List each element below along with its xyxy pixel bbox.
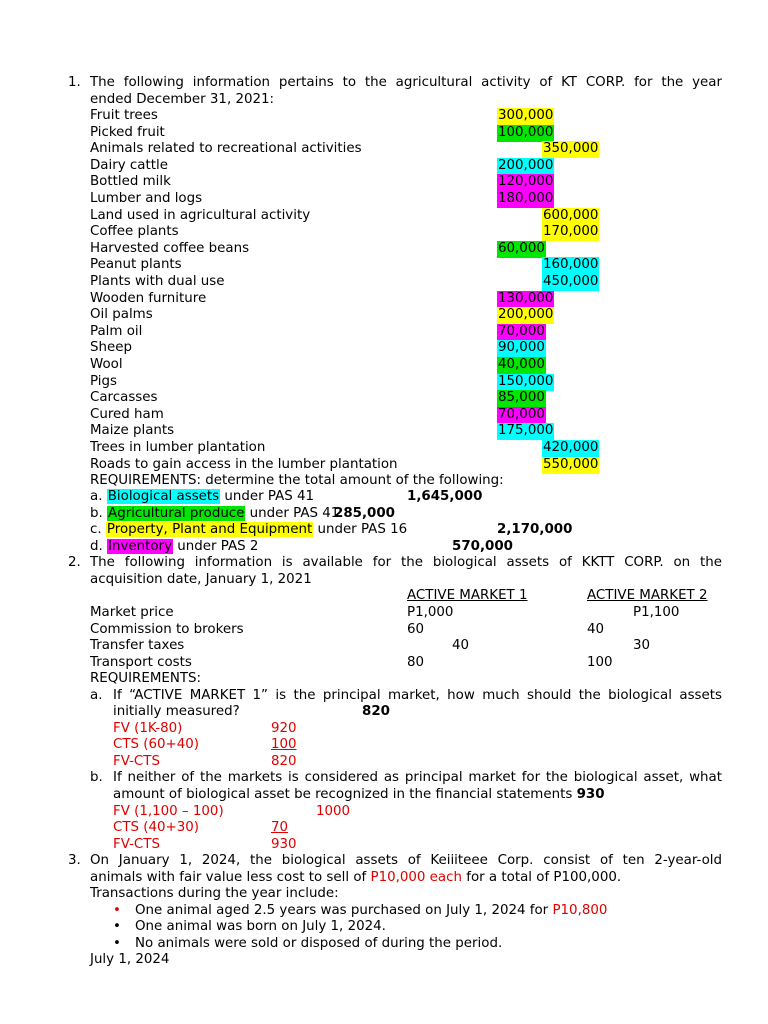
answer-letter: d. — [90, 539, 103, 554]
item-label: Wooden furniture — [90, 291, 207, 306]
bullet-icon: • — [113, 919, 121, 934]
item-amount-highlight: 90,000 — [498, 340, 545, 355]
item-amount-highlight: 180,000 — [498, 191, 554, 206]
item-amount-highlight: 200,000 — [498, 158, 554, 173]
q2-intro-line1: The following information is available for the biological assets of KKTT CORP. on the — [90, 555, 722, 570]
q3-line2-pre: animals with fair value less cost to sell of — [90, 870, 371, 885]
q2a-work-label: CTS (60+40) — [113, 737, 200, 752]
q2a-answer: 820 — [362, 704, 390, 719]
q2b-work-value: 1000 — [316, 804, 351, 819]
q3-line3: Transactions during the year include: — [90, 886, 339, 901]
q2-number: 2. — [68, 555, 81, 570]
answer-term-highlight: Property, Plant and Equipment — [106, 522, 313, 537]
q1-intro-line1: The following information pertains to the agricultural activity of KT CORP. for the year — [90, 75, 722, 90]
q2a-work-value: 820 — [271, 754, 297, 769]
bullet-icon: • — [113, 936, 121, 951]
item-amount-highlight: 600,000 — [543, 208, 599, 223]
row-market2: 40 — [587, 622, 605, 637]
market2-header: ACTIVE MARKET 2 — [587, 588, 708, 603]
row-market1: 40 — [452, 638, 470, 653]
q3-line1: On January 1, 2024, the biological assets of Keiiiteee Corp. consist of ten 2-year-old — [90, 853, 722, 868]
q2-requirements: REQUIREMENTS: — [90, 671, 202, 686]
q1-answer-d-total: 570,000 — [452, 539, 513, 554]
q2b-line1: If neither of the markets is considered as principal market for the biological asset, what — [113, 770, 722, 785]
item-amount-highlight: 85,000 — [498, 390, 545, 405]
item-amount-highlight: 420,000 — [543, 440, 599, 455]
q1-answer-a-total: 1,645,000 — [407, 489, 483, 504]
item-amount-highlight: 450,000 — [543, 274, 599, 289]
q2b-letter: b. — [90, 770, 103, 785]
q2-intro-line2: acquisition date, January 1, 2021 — [90, 572, 312, 587]
item-label: Carcasses — [90, 390, 158, 405]
market1-header: ACTIVE MARKET 1 — [407, 588, 528, 603]
q1-answer-c — [90, 522, 407, 539]
q2b-work-label: FV (1,100 – 100) — [113, 804, 224, 819]
item-label: Plants with dual use — [90, 274, 225, 289]
q2b-work-value: 930 — [271, 837, 297, 852]
item-amount-highlight: 100,000 — [498, 125, 554, 140]
item-label: Peanut plants — [90, 257, 182, 272]
item-label: Fruit trees — [90, 108, 158, 123]
q2a-work-value: 100 — [271, 737, 297, 752]
answer-standard: under PAS 16 — [317, 522, 408, 537]
item-amount-highlight: 120,000 — [498, 174, 554, 189]
q2a-line2: initially measured? — [113, 704, 240, 719]
item-label: Sheep — [90, 340, 132, 355]
item-label: Wool — [90, 357, 123, 372]
q1-number: 1. — [68, 75, 81, 90]
answer-standard: under PAS 41 — [249, 506, 340, 521]
q3-bullet-1 — [135, 903, 607, 920]
item-label: Land used in agricultural activity — [90, 208, 311, 223]
q3-bullet-3: No animals were sold or disposed of during the period. — [135, 936, 503, 951]
q2b-answer: 930 — [576, 787, 605, 802]
q3-line2-red: P10,000 each — [370, 870, 462, 885]
item-label: Lumber and logs — [90, 191, 203, 206]
item-label: Oil palms — [90, 307, 153, 322]
q1-answer-a — [90, 489, 314, 506]
item-label: Roads to gain access in the lumber plantation — [90, 457, 398, 472]
row-label: Transport costs — [90, 655, 192, 670]
q3-line2 — [90, 870, 621, 887]
q1-answer-b-total: 285,000 — [334, 506, 395, 521]
item-amount-highlight: 60,000 — [498, 241, 545, 256]
row-label: Transfer taxes — [90, 638, 185, 653]
answer-letter: c. — [90, 522, 102, 537]
item-amount-highlight: 130,000 — [498, 291, 554, 306]
answer-letter: b. — [90, 506, 103, 521]
item-label: Coffee plants — [90, 224, 179, 239]
item-amount-highlight: 70,000 — [498, 324, 545, 339]
item-label: Cured ham — [90, 407, 164, 422]
q3-line2-post: for a total of P100,000. — [461, 870, 622, 885]
item-label: Pigs — [90, 374, 117, 389]
q2b-line2: amount of biological asset be recognized in the financial statements — [113, 787, 573, 802]
item-amount-highlight: 350,000 — [543, 141, 599, 156]
answer-term-highlight: Agricultural produce — [108, 506, 245, 521]
q3-last-line: July 1, 2024 — [90, 952, 170, 967]
answer-term-highlight: Biological assets — [107, 489, 220, 504]
item-label: Bottled milk — [90, 174, 171, 189]
item-label: Picked fruit — [90, 125, 165, 140]
q2a-work-label: FV-CTS — [113, 754, 160, 769]
item-label: Maize plants — [90, 423, 175, 438]
row-market1: 80 — [407, 655, 425, 670]
item-label: Trees in lumber plantation — [90, 440, 266, 455]
row-market1: P1,000 — [407, 605, 454, 620]
q1-answer-d — [90, 539, 258, 556]
bullet-text: One animal aged 2.5 years was purchased on July 1, 2024 for — [135, 903, 553, 918]
q1-answer-c-total: 2,170,000 — [497, 522, 573, 537]
answer-term-highlight: Inventory — [108, 539, 172, 554]
row-market2: 30 — [633, 638, 651, 653]
q3-bullet-2: One animal was born on July 1, 2024. — [135, 919, 386, 934]
q2a-work-label: FV (1K-80) — [113, 721, 183, 736]
q2a-letter: a. — [90, 688, 103, 703]
item-amount-highlight: 550,000 — [543, 457, 599, 472]
item-amount-highlight: 175,000 — [498, 423, 554, 438]
item-amount-highlight: 150,000 — [498, 374, 554, 389]
q2b-work-label: CTS (40+30) — [113, 820, 200, 835]
q1-intro-line2: ended December 31, 2021: — [90, 92, 275, 107]
item-amount-highlight: 300,000 — [498, 108, 554, 123]
item-label: Dairy cattle — [90, 158, 168, 173]
q2a-line1: If “ACTIVE MARKET 1” is the principal market, how much should the biological assets — [113, 688, 722, 703]
bullet-red-text: P10,800 — [552, 903, 608, 918]
item-amount-highlight: 40,000 — [498, 357, 545, 372]
item-amount-highlight: 200,000 — [498, 307, 554, 322]
item-amount-highlight: 70,000 — [498, 407, 545, 422]
answer-standard: under PAS 41 — [224, 489, 315, 504]
answer-letter: a. — [90, 489, 103, 504]
item-label: Animals related to recreational activities — [90, 141, 362, 156]
q1-answer-b — [90, 506, 339, 523]
bullet-icon: • — [113, 903, 121, 918]
answer-standard: under PAS 2 — [177, 539, 259, 554]
q2b-work-label: FV-CTS — [113, 837, 160, 852]
item-amount-highlight: 160,000 — [543, 257, 599, 272]
row-market2: P1,100 — [633, 605, 680, 620]
q2a-work-value: 920 — [271, 721, 297, 736]
q3-number: 3. — [68, 853, 81, 868]
row-market2: 100 — [587, 655, 613, 670]
q1-requirements: REQUIREMENTS: determine the total amount of the following: — [90, 473, 504, 488]
item-label: Palm oil — [90, 324, 143, 339]
q2b-work-value: 70 — [271, 820, 289, 835]
q2b-line2-wrap — [113, 787, 605, 804]
row-label: Commission to brokers — [90, 622, 244, 637]
row-label: Market price — [90, 605, 174, 620]
item-amount-highlight: 170,000 — [543, 224, 599, 239]
item-label: Harvested coffee beans — [90, 241, 250, 256]
row-market1: 60 — [407, 622, 425, 637]
